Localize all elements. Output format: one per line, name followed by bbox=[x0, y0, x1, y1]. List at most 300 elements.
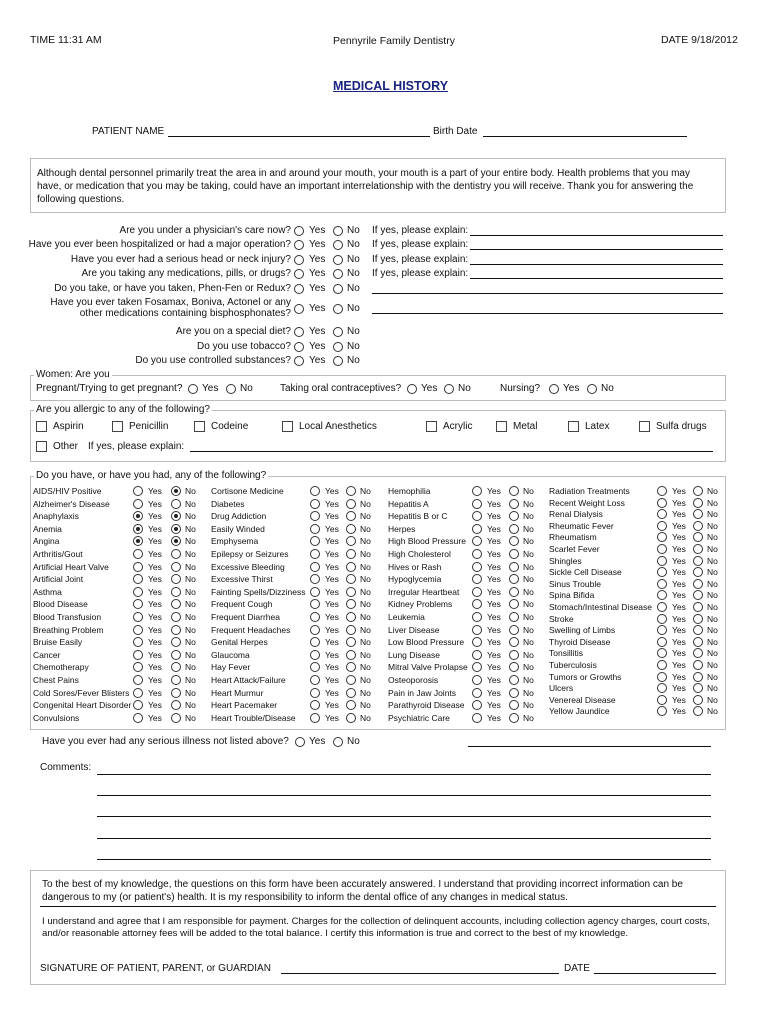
question-label: Have you ever been hospitalized or had a major operation? bbox=[28, 239, 291, 250]
condition-no-radio[interactable] bbox=[346, 637, 356, 647]
condition-no-radio[interactable] bbox=[509, 499, 519, 509]
no-label: No bbox=[185, 612, 196, 622]
question-no-radio[interactable] bbox=[333, 226, 343, 236]
question-no-radio[interactable] bbox=[333, 356, 343, 366]
condition-yes-radio[interactable] bbox=[657, 556, 667, 566]
no-label: No bbox=[185, 700, 196, 710]
condition-yes-radio[interactable] bbox=[133, 637, 143, 647]
condition-no-radio[interactable] bbox=[171, 688, 181, 698]
explain-field[interactable] bbox=[470, 264, 723, 265]
condition-no-radio[interactable] bbox=[693, 625, 703, 635]
condition-yes-radio[interactable] bbox=[310, 499, 320, 509]
yes-label: Yes bbox=[487, 587, 501, 597]
condition-yes-radio[interactable] bbox=[472, 536, 482, 546]
no-label: No bbox=[360, 625, 371, 635]
no-label: No bbox=[185, 637, 196, 647]
condition-no-radio[interactable] bbox=[693, 521, 703, 531]
question-no-radio[interactable] bbox=[333, 304, 343, 314]
condition-no-radio[interactable] bbox=[693, 637, 703, 647]
comments-line[interactable] bbox=[97, 838, 711, 839]
signature-date-field[interactable] bbox=[594, 973, 716, 974]
condition-no-radio[interactable] bbox=[171, 574, 181, 584]
condition-label: Stomach/Intestinal Disease bbox=[549, 602, 652, 612]
condition-yes-radio[interactable] bbox=[310, 486, 320, 496]
condition-no-radio[interactable] bbox=[346, 536, 356, 546]
condition-label: Fainting Spells/Dizziness bbox=[211, 587, 306, 597]
condition-label: Sinus Trouble bbox=[549, 579, 601, 589]
question-yes-radio[interactable] bbox=[294, 269, 304, 279]
condition-no-radio[interactable] bbox=[509, 700, 519, 710]
condition-yes-radio[interactable] bbox=[472, 499, 482, 509]
condition-no-radio[interactable] bbox=[509, 599, 519, 609]
comments-line[interactable] bbox=[97, 774, 711, 775]
yes-label: Yes bbox=[148, 650, 162, 660]
condition-label: Thyroid Disease bbox=[549, 637, 611, 647]
no-label: No bbox=[707, 567, 718, 577]
condition-yes-radio[interactable] bbox=[472, 574, 482, 584]
condition-yes-radio[interactable] bbox=[657, 637, 667, 647]
condition-no-radio[interactable] bbox=[171, 511, 181, 521]
condition-yes-radio[interactable] bbox=[310, 637, 320, 647]
condition-yes-radio[interactable] bbox=[472, 713, 482, 723]
serious-illness-no-radio[interactable] bbox=[333, 737, 343, 747]
condition-yes-radio[interactable] bbox=[657, 486, 667, 496]
pregnant-yes-radio[interactable] bbox=[188, 384, 198, 394]
condition-no-radio[interactable] bbox=[346, 700, 356, 710]
condition-yes-radio[interactable] bbox=[657, 532, 667, 542]
condition-no-radio[interactable] bbox=[509, 650, 519, 660]
question-yes-radio[interactable] bbox=[294, 255, 304, 265]
condition-no-radio[interactable] bbox=[693, 590, 703, 600]
nursing-yes-radio[interactable] bbox=[549, 384, 559, 394]
condition-yes-radio[interactable] bbox=[310, 612, 320, 622]
allergy-checkbox[interactable] bbox=[568, 421, 579, 432]
condition-no-radio[interactable] bbox=[509, 662, 519, 672]
no-label: No bbox=[523, 637, 534, 647]
condition-yes-radio[interactable] bbox=[310, 549, 320, 559]
allergy-other-explain-label: If yes, please explain: bbox=[88, 441, 185, 452]
condition-no-radio[interactable] bbox=[346, 499, 356, 509]
condition-yes-radio[interactable] bbox=[133, 486, 143, 496]
pregnant-no-radio[interactable] bbox=[226, 384, 236, 394]
no-label: No bbox=[707, 648, 718, 658]
condition-label: Easily Winded bbox=[211, 524, 265, 534]
condition-label: Venereal Disease bbox=[549, 695, 616, 705]
no-label: No bbox=[360, 700, 371, 710]
yes-label: Yes bbox=[325, 688, 339, 698]
yes-label: Yes bbox=[672, 660, 686, 670]
no-label: No bbox=[523, 486, 534, 496]
condition-no-radio[interactable] bbox=[171, 587, 181, 597]
condition-yes-radio[interactable] bbox=[657, 614, 667, 624]
condition-no-radio[interactable] bbox=[346, 587, 356, 597]
pregnant-label: Pregnant/Trying to get pregnant? bbox=[36, 383, 183, 394]
condition-no-radio[interactable] bbox=[693, 498, 703, 508]
condition-no-radio[interactable] bbox=[346, 713, 356, 723]
condition-yes-radio[interactable] bbox=[657, 625, 667, 635]
yes-label: Yes bbox=[672, 637, 686, 647]
question-yes-radio[interactable] bbox=[294, 342, 304, 352]
condition-yes-radio[interactable] bbox=[133, 650, 143, 660]
condition-label: Tonsillitis bbox=[549, 648, 584, 658]
yes-label: Yes bbox=[325, 499, 339, 509]
condition-no-radio[interactable] bbox=[509, 612, 519, 622]
no-label: No bbox=[360, 599, 371, 609]
condition-no-radio[interactable] bbox=[346, 486, 356, 496]
condition-yes-radio[interactable] bbox=[472, 612, 482, 622]
condition-yes-radio[interactable] bbox=[133, 499, 143, 509]
condition-yes-radio[interactable] bbox=[472, 562, 482, 572]
condition-yes-radio[interactable] bbox=[472, 675, 482, 685]
question-yes-radio[interactable] bbox=[294, 240, 304, 250]
allergy-checkbox[interactable] bbox=[426, 421, 437, 432]
question-yes-radio[interactable] bbox=[294, 327, 304, 337]
condition-yes-radio[interactable] bbox=[133, 524, 143, 534]
condition-yes-radio[interactable] bbox=[133, 625, 143, 635]
certify-text: To the best of my knowledge, the questions on this form have been accurately answered. I understand that providing incorrect information can be dangerous to my (or patient's) health. It is my responsibility to inform the dental office of any changes in medical status. bbox=[42, 879, 683, 903]
condition-no-radio[interactable] bbox=[693, 648, 703, 658]
yes-label: Yes bbox=[672, 706, 686, 716]
condition-no-radio[interactable] bbox=[171, 599, 181, 609]
yes-label: Yes bbox=[148, 536, 162, 546]
condition-no-radio[interactable] bbox=[509, 524, 519, 534]
condition-yes-radio[interactable] bbox=[657, 602, 667, 612]
condition-no-radio[interactable] bbox=[509, 637, 519, 647]
condition-no-radio[interactable] bbox=[346, 524, 356, 534]
condition-yes-radio[interactable] bbox=[472, 662, 482, 672]
no-label: No bbox=[360, 713, 371, 723]
patient-name-field[interactable] bbox=[168, 136, 430, 137]
condition-yes-radio[interactable] bbox=[657, 579, 667, 589]
condition-no-radio[interactable] bbox=[693, 486, 703, 496]
no-label: No bbox=[360, 486, 371, 496]
no-label: No bbox=[347, 326, 360, 337]
condition-no-radio[interactable] bbox=[509, 486, 519, 496]
condition-no-radio[interactable] bbox=[693, 509, 703, 519]
allergy-label: Metal bbox=[513, 421, 538, 432]
question-no-radio[interactable] bbox=[333, 240, 343, 250]
condition-no-radio[interactable] bbox=[171, 486, 181, 496]
explain-field[interactable] bbox=[470, 235, 723, 236]
no-label: No bbox=[347, 283, 360, 294]
yes-label: Yes bbox=[148, 637, 162, 647]
question-label: Have you ever taken Fosamax, Boniva, Actonel or any bbox=[50, 297, 291, 308]
condition-yes-radio[interactable] bbox=[310, 562, 320, 572]
explain-label: If yes, please explain: bbox=[372, 239, 469, 250]
yes-label: Yes bbox=[672, 532, 686, 542]
allergy-checkbox[interactable] bbox=[112, 421, 123, 432]
condition-yes-radio[interactable] bbox=[310, 625, 320, 635]
condition-yes-radio[interactable] bbox=[310, 675, 320, 685]
condition-no-radio[interactable] bbox=[171, 612, 181, 622]
question-label: Are you on a special diet? bbox=[175, 326, 291, 337]
condition-no-radio[interactable] bbox=[693, 556, 703, 566]
condition-no-radio[interactable] bbox=[693, 567, 703, 577]
allergy-other-explain-field[interactable] bbox=[190, 451, 713, 452]
allergy-label: Codeine bbox=[211, 421, 249, 432]
condition-yes-radio[interactable] bbox=[310, 511, 320, 521]
yes-label: Yes bbox=[672, 602, 686, 612]
condition-yes-radio[interactable] bbox=[310, 662, 320, 672]
condition-yes-radio[interactable] bbox=[472, 650, 482, 660]
contraceptives-no-radio[interactable] bbox=[444, 384, 454, 394]
condition-yes-radio[interactable] bbox=[657, 660, 667, 670]
condition-yes-radio[interactable] bbox=[657, 683, 667, 693]
condition-no-radio[interactable] bbox=[171, 549, 181, 559]
condition-yes-radio[interactable] bbox=[472, 486, 482, 496]
condition-yes-radio[interactable] bbox=[657, 509, 667, 519]
condition-label: Heart Pacemaker bbox=[211, 700, 278, 710]
condition-yes-radio[interactable] bbox=[472, 599, 482, 609]
allergy-checkbox[interactable] bbox=[36, 421, 47, 432]
no-label: No bbox=[707, 509, 718, 519]
condition-label: Cold Sores/Fever Blisters bbox=[33, 688, 130, 698]
yes-label: Yes bbox=[148, 662, 162, 672]
condition-label: Tuberculosis bbox=[549, 660, 597, 670]
yes-label: Yes bbox=[672, 590, 686, 600]
condition-yes-radio[interactable] bbox=[133, 549, 143, 559]
explain-field[interactable] bbox=[372, 313, 723, 314]
condition-yes-radio[interactable] bbox=[657, 521, 667, 531]
contraceptives-yes-radio[interactable] bbox=[407, 384, 417, 394]
condition-label: Arthritis/Gout bbox=[33, 549, 83, 559]
condition-yes-radio[interactable] bbox=[133, 536, 143, 546]
explain-field[interactable] bbox=[372, 293, 723, 294]
question-yes-radio[interactable] bbox=[294, 356, 304, 366]
explain-field[interactable] bbox=[470, 278, 723, 279]
signature-field[interactable] bbox=[281, 973, 559, 974]
condition-no-radio[interactable] bbox=[509, 713, 519, 723]
yes-label: Yes bbox=[672, 614, 686, 624]
condition-no-radio[interactable] bbox=[171, 650, 181, 660]
question-label: other medications containing bisphosphonates? bbox=[79, 308, 291, 319]
no-label: No bbox=[707, 637, 718, 647]
condition-no-radio[interactable] bbox=[346, 662, 356, 672]
condition-label: Lung Disease bbox=[388, 650, 440, 660]
yes-label: Yes bbox=[672, 672, 686, 682]
yes-label: Yes bbox=[325, 574, 339, 584]
condition-yes-radio[interactable] bbox=[657, 706, 667, 716]
allergy-label: Aspirin bbox=[53, 421, 84, 432]
condition-yes-radio[interactable] bbox=[657, 695, 667, 705]
comments-line[interactable] bbox=[97, 859, 711, 860]
no-label: No bbox=[185, 688, 196, 698]
condition-no-radio[interactable] bbox=[693, 532, 703, 542]
yes-label: Yes bbox=[487, 688, 501, 698]
condition-yes-radio[interactable] bbox=[472, 625, 482, 635]
condition-no-radio[interactable] bbox=[171, 662, 181, 672]
condition-yes-radio[interactable] bbox=[657, 648, 667, 658]
condition-no-radio[interactable] bbox=[693, 544, 703, 554]
condition-yes-radio[interactable] bbox=[472, 637, 482, 647]
comments-line[interactable] bbox=[97, 795, 711, 796]
condition-yes-radio[interactable] bbox=[657, 567, 667, 577]
condition-no-radio[interactable] bbox=[509, 511, 519, 521]
condition-yes-radio[interactable] bbox=[310, 713, 320, 723]
birth-date-field[interactable] bbox=[483, 136, 687, 137]
condition-yes-radio[interactable] bbox=[472, 511, 482, 521]
condition-yes-radio[interactable] bbox=[310, 574, 320, 584]
condition-yes-radio[interactable] bbox=[133, 587, 143, 597]
allergy-checkbox[interactable] bbox=[282, 421, 293, 432]
condition-label: Hives or Rash bbox=[388, 562, 442, 572]
condition-no-radio[interactable] bbox=[509, 625, 519, 635]
condition-no-radio[interactable] bbox=[509, 675, 519, 685]
condition-no-radio[interactable] bbox=[509, 587, 519, 597]
condition-no-radio[interactable] bbox=[346, 599, 356, 609]
condition-yes-radio[interactable] bbox=[133, 662, 143, 672]
condition-yes-radio[interactable] bbox=[657, 544, 667, 554]
payment-text: I understand and agree that I am responsible for payment. Charges for the collection of delinquent accounts, including collection agency charges, court costs, and/or reasonable attorney fees will be added to the total balance. I certify this information is true and correct to the best of my knowledge. bbox=[42, 916, 710, 939]
condition-yes-radio[interactable] bbox=[310, 536, 320, 546]
no-label: No bbox=[523, 549, 534, 559]
condition-no-radio[interactable] bbox=[509, 688, 519, 698]
condition-label: Drug Addiction bbox=[211, 511, 267, 521]
condition-yes-radio[interactable] bbox=[472, 688, 482, 698]
condition-yes-radio[interactable] bbox=[657, 672, 667, 682]
condition-yes-radio[interactable] bbox=[133, 511, 143, 521]
condition-yes-radio[interactable] bbox=[133, 700, 143, 710]
condition-yes-radio[interactable] bbox=[310, 650, 320, 660]
condition-no-radio[interactable] bbox=[171, 700, 181, 710]
question-no-radio[interactable] bbox=[333, 284, 343, 294]
condition-yes-radio[interactable] bbox=[310, 587, 320, 597]
question-yes-radio[interactable] bbox=[294, 226, 304, 236]
yes-label: Yes bbox=[672, 544, 686, 554]
nursing-no-radio[interactable] bbox=[587, 384, 597, 394]
condition-no-radio[interactable] bbox=[693, 614, 703, 624]
condition-no-radio[interactable] bbox=[693, 683, 703, 693]
condition-yes-radio[interactable] bbox=[472, 524, 482, 534]
yes-label: Yes bbox=[148, 486, 162, 496]
condition-yes-radio[interactable] bbox=[657, 590, 667, 600]
condition-no-radio[interactable] bbox=[346, 549, 356, 559]
condition-no-radio[interactable] bbox=[171, 536, 181, 546]
condition-no-radio[interactable] bbox=[346, 688, 356, 698]
no-label: No bbox=[707, 521, 718, 531]
yes-label: Yes bbox=[309, 341, 326, 352]
no-label: No bbox=[360, 499, 371, 509]
condition-no-radio[interactable] bbox=[171, 713, 181, 723]
condition-label: Heart Trouble/Disease bbox=[211, 713, 296, 723]
condition-yes-radio[interactable] bbox=[310, 688, 320, 698]
allergy-other-checkbox[interactable] bbox=[36, 441, 47, 452]
yes-label: Yes bbox=[487, 536, 501, 546]
condition-yes-radio[interactable] bbox=[472, 549, 482, 559]
condition-no-radio[interactable] bbox=[346, 625, 356, 635]
condition-yes-radio[interactable] bbox=[310, 700, 320, 710]
no-label: No bbox=[360, 524, 371, 534]
no-label: No bbox=[523, 700, 534, 710]
condition-no-radio[interactable] bbox=[693, 579, 703, 589]
condition-label: Asthma bbox=[33, 587, 62, 597]
signature-label: SIGNATURE OF PATIENT, PARENT, or GUARDIAN bbox=[40, 963, 271, 974]
condition-no-radio[interactable] bbox=[509, 574, 519, 584]
condition-no-radio[interactable] bbox=[346, 574, 356, 584]
condition-label: Cancer bbox=[33, 650, 61, 660]
condition-label: Osteoporosis bbox=[388, 675, 439, 685]
condition-label: Rheumatism bbox=[549, 532, 597, 542]
condition-no-radio[interactable] bbox=[171, 562, 181, 572]
no-label: No bbox=[523, 524, 534, 534]
no-label: No bbox=[707, 532, 718, 542]
condition-no-radio[interactable] bbox=[171, 625, 181, 635]
condition-no-radio[interactable] bbox=[171, 524, 181, 534]
condition-no-radio[interactable] bbox=[693, 602, 703, 612]
question-no-radio[interactable] bbox=[333, 327, 343, 337]
condition-yes-radio[interactable] bbox=[472, 700, 482, 710]
condition-yes-radio[interactable] bbox=[133, 675, 143, 685]
serious-illness-explain-field[interactable] bbox=[468, 746, 711, 747]
allergy-checkbox[interactable] bbox=[496, 421, 507, 432]
condition-no-radio[interactable] bbox=[509, 536, 519, 546]
condition-yes-radio[interactable] bbox=[133, 599, 143, 609]
question-yes-radio[interactable] bbox=[294, 284, 304, 294]
allergy-box bbox=[30, 410, 726, 462]
yes-label: Yes bbox=[672, 683, 686, 693]
condition-no-radio[interactable] bbox=[346, 650, 356, 660]
allergy-checkbox[interactable] bbox=[194, 421, 205, 432]
patient-name-label: PATIENT NAME bbox=[92, 126, 165, 137]
condition-no-radio[interactable] bbox=[693, 695, 703, 705]
condition-yes-radio[interactable] bbox=[133, 612, 143, 622]
condition-no-radio[interactable] bbox=[693, 660, 703, 670]
condition-no-radio[interactable] bbox=[693, 706, 703, 716]
no-label: No bbox=[185, 486, 196, 496]
condition-no-radio[interactable] bbox=[509, 562, 519, 572]
condition-label: Hepatitis A bbox=[388, 499, 429, 509]
question-no-radio[interactable] bbox=[333, 255, 343, 265]
condition-no-radio[interactable] bbox=[171, 637, 181, 647]
condition-no-radio[interactable] bbox=[346, 612, 356, 622]
no-label: No bbox=[185, 574, 196, 584]
allergy-checkbox[interactable] bbox=[639, 421, 650, 432]
condition-label: Kidney Problems bbox=[388, 599, 453, 609]
question-no-radio[interactable] bbox=[333, 342, 343, 352]
yes-label: Yes bbox=[325, 625, 339, 635]
condition-label: Sickle Cell Disease bbox=[549, 567, 622, 577]
condition-yes-radio[interactable] bbox=[133, 713, 143, 723]
condition-no-radio[interactable] bbox=[693, 672, 703, 682]
condition-yes-radio[interactable] bbox=[472, 587, 482, 597]
question-yes-radio[interactable] bbox=[294, 304, 304, 314]
condition-label: Pain in Jaw Joints bbox=[388, 688, 457, 698]
condition-yes-radio[interactable] bbox=[310, 524, 320, 534]
serious-illness-yes-radio[interactable] bbox=[295, 737, 305, 747]
condition-yes-radio[interactable] bbox=[133, 688, 143, 698]
yes-label: Yes bbox=[148, 612, 162, 622]
condition-no-radio[interactable] bbox=[346, 511, 356, 521]
condition-no-radio[interactable] bbox=[346, 562, 356, 572]
condition-label: Genital Herpes bbox=[211, 637, 268, 647]
condition-yes-radio[interactable] bbox=[133, 562, 143, 572]
condition-yes-radio[interactable] bbox=[657, 498, 667, 508]
condition-yes-radio[interactable] bbox=[133, 574, 143, 584]
condition-label: Hay Fever bbox=[211, 662, 251, 672]
no-label: No bbox=[347, 254, 360, 265]
condition-yes-radio[interactable] bbox=[310, 599, 320, 609]
condition-no-radio[interactable] bbox=[171, 499, 181, 509]
yes-label: Yes bbox=[672, 625, 686, 635]
condition-no-radio[interactable] bbox=[346, 675, 356, 685]
comments-line[interactable] bbox=[97, 816, 711, 817]
condition-no-radio[interactable] bbox=[509, 549, 519, 559]
question-no-radio[interactable] bbox=[333, 269, 343, 279]
condition-label: Shingles bbox=[549, 556, 582, 566]
condition-no-radio[interactable] bbox=[171, 675, 181, 685]
explain-field[interactable] bbox=[470, 249, 723, 250]
no-label: No bbox=[360, 587, 371, 597]
